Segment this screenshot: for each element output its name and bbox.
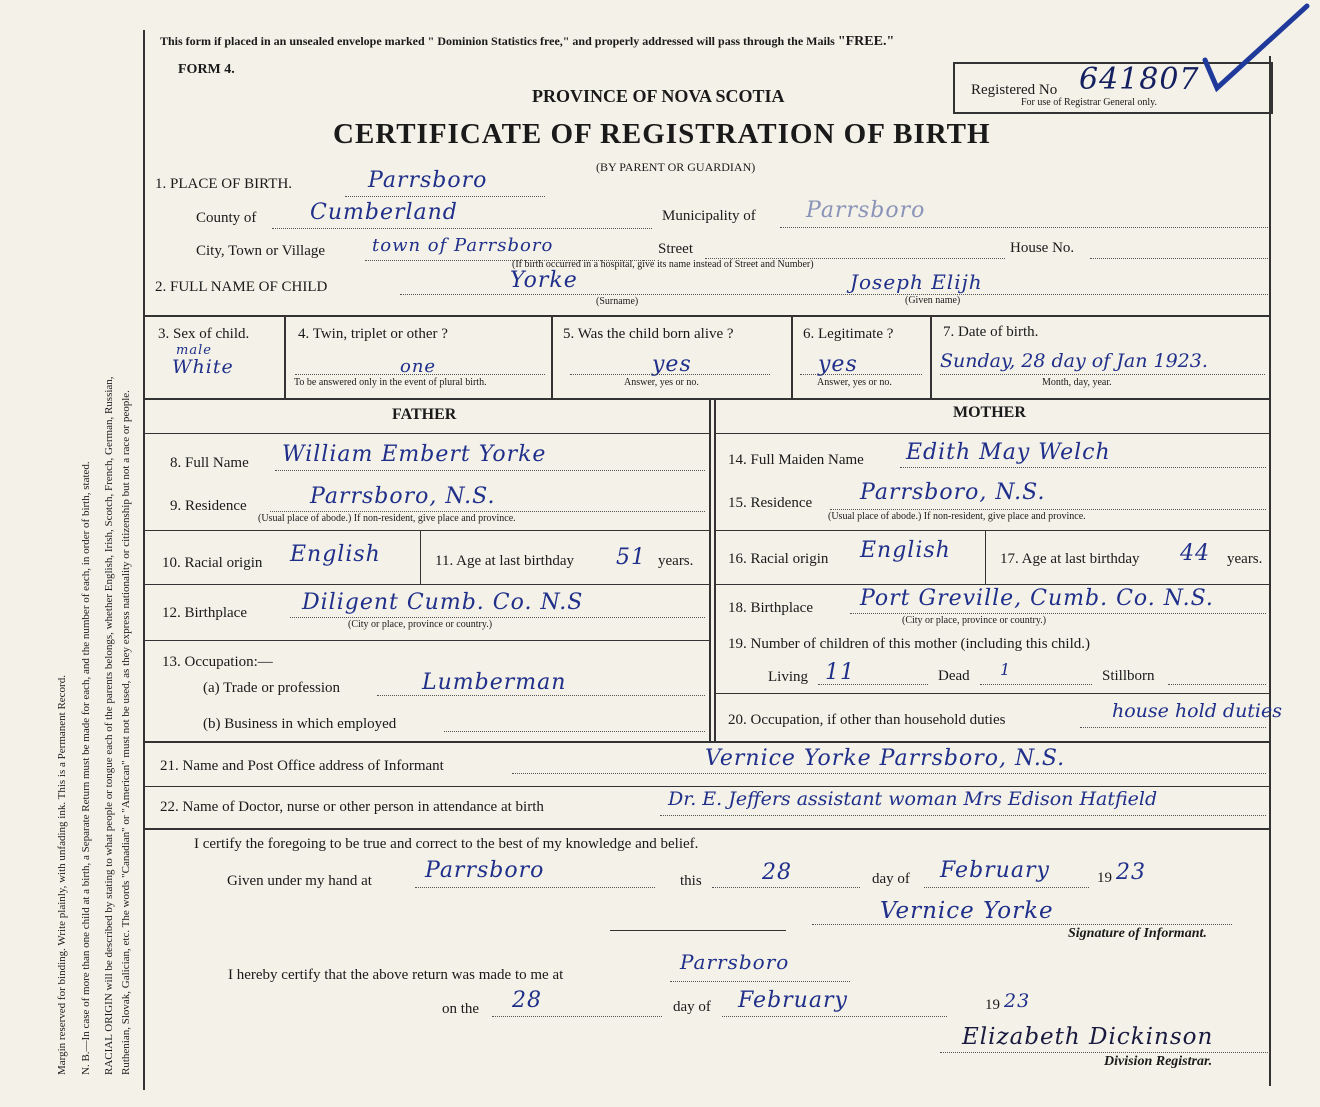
doctor-value: Dr. E. Jeffers assistant woman Mrs Edison Hatfield [668, 788, 1158, 810]
county-value: Cumberland [310, 200, 458, 225]
left-border [143, 30, 145, 1090]
registrar-year: 23 [1004, 990, 1031, 1012]
place-value: Parrsboro [368, 168, 488, 193]
registrar-day: 28 [512, 988, 542, 1013]
mother-occ: house hold duties [1112, 700, 1283, 722]
twin-label: 4. Twin, triplet or other ? [298, 326, 448, 342]
sex-label: 3. Sex of child. [158, 326, 250, 342]
street-label: Street [658, 241, 693, 257]
father-bp: Diligent Cumb. Co. N.S [302, 590, 584, 615]
father-res: Parrsboro, N.S. [310, 484, 496, 509]
given-place: Parrsboro [425, 858, 545, 883]
stillborn-label: Stillborn [1102, 668, 1155, 684]
mother-name: Edith May Welch [906, 440, 1111, 465]
living-label: Living [768, 669, 808, 685]
mother-years: years. [1227, 551, 1263, 567]
province-heading: PROVINCE OF NOVA SCOTIA [532, 86, 785, 106]
dob-label: 7. Date of birth. [943, 324, 1039, 340]
legit-value: yes [818, 352, 858, 377]
registrar-signature: Elizabeth Dickinson [962, 1024, 1214, 1050]
mother-res-label: 15. Residence [728, 495, 813, 511]
mother-res-note: (Usual place of abode.) If non-resident, give place and province. [828, 511, 1086, 522]
form-number: FORM 4. [178, 62, 235, 77]
given-under-label: Given under my hand at [227, 873, 372, 889]
mother-name-label: 14. Full Maiden Name [728, 452, 864, 468]
mother-bp: Port Greville, Cumb. Co. N.S. [860, 586, 1214, 611]
registrar-year-prefix: 19 [985, 997, 1000, 1013]
mother-heading: MOTHER [953, 404, 1026, 421]
mother-bp-label: 18. Birthplace [728, 600, 813, 616]
margin-note-1: Margin reserved for binding. Write plainly, with unfading ink. This is a Permanent Record. [56, 675, 68, 1075]
cert-year-prefix: 19 [1097, 870, 1112, 886]
registrar-dayof-label: day of [673, 999, 711, 1015]
mother-race: English [860, 538, 951, 563]
father-res-label: 9. Residence [170, 498, 247, 514]
father-years: years. [658, 553, 694, 569]
margin-note-4: Ruthenian, Slovak, Galician, etc. The words "Canadian" or "American" must not be used, as they express nationality or citizenship but not a race or people. [120, 390, 132, 1075]
dead-value: 1 [1000, 660, 1012, 679]
city-value: town of Parrsboro [372, 235, 554, 256]
cert-day: 28 [762, 860, 792, 885]
child-surname: Yorke [510, 268, 578, 293]
living-value: 11 [825, 660, 855, 685]
place-label: 1. PLACE OF BIRTH. [155, 176, 293, 192]
informant-label: 21. Name and Post Office address of Informant [160, 758, 444, 774]
surname-note: (Surname) [596, 296, 639, 307]
city-label: City, Town or Village [196, 243, 326, 259]
trade-label: (a) Trade or profession [203, 680, 341, 696]
mother-age-label: 17. Age at last birthday [1000, 551, 1140, 567]
informant-value: Vernice Yorke Parrsboro, N.S. [705, 746, 1066, 771]
mother-race-label: 16. Racial origin [728, 551, 829, 567]
father-age: 51 [616, 545, 646, 570]
this-label: this [680, 873, 702, 889]
father-bp-label: 12. Birthplace [162, 605, 247, 621]
check-mark-icon [1195, 0, 1315, 95]
children-label: 19. Number of children of this mother (including this child.) [728, 636, 1091, 652]
hospital-note: (If birth occurred in a hospital, give its name instead of Street and Number) [512, 259, 814, 270]
mail-free: "FREE." [837, 34, 895, 49]
twin-value: one [400, 356, 437, 377]
registered-number: 641807 [1079, 62, 1200, 97]
alive-value: yes [652, 352, 692, 377]
county-label: County of [196, 210, 257, 226]
father-race: English [290, 542, 381, 567]
child-name-label: 2. FULL NAME OF CHILD [155, 279, 328, 295]
registrar-month: February [738, 988, 848, 1013]
signature-informant-label: Signature of Informant. [1068, 926, 1207, 941]
mother-res: Parrsboro, N.S. [860, 480, 1046, 505]
registered-label: Registered No [971, 82, 1058, 98]
house-label: House No. [1010, 240, 1075, 256]
municipality-label: Municipality of [662, 208, 756, 224]
mother-age: 44 [1180, 541, 1210, 566]
father-occ-label: 13. Occupation:— [162, 654, 273, 670]
father-name-label: 8. Full Name [170, 455, 249, 471]
page-subtitle: (BY PARENT OR GUARDIAN) [596, 160, 756, 174]
trade-value: Lumberman [422, 670, 567, 695]
mail-note-text: This form if placed in an unsealed envelope marked " Dominion Statistics free," and properly addressed will pass through the Mails [160, 34, 835, 48]
given-note: (Given name) [905, 295, 961, 306]
race-note-value: White [172, 356, 234, 378]
cert-dayof-label: day of [872, 871, 910, 887]
doctor-label: 22. Name of Doctor, nurse or other person in attendance at birth [160, 799, 544, 815]
father-age-label: 11. Age at last birthday [435, 553, 574, 569]
certify-text: I certify the foregoing to be true and correct to the best of my knowledge and belief. [194, 836, 699, 852]
mail-note [160, 34, 894, 50]
cert-year: 23 [1116, 860, 1146, 885]
registrar-text: I hereby certify that the above return was made to me at [228, 967, 564, 983]
father-name: William Embert Yorke [282, 442, 547, 467]
legit-note: Answer, yes or no. [817, 377, 892, 388]
sex-value: male [176, 343, 212, 358]
separator-line [610, 930, 786, 931]
municipality-value: Parrsboro [806, 198, 926, 223]
dead-label: Dead [938, 668, 970, 684]
on-the-label: on the [442, 1001, 480, 1017]
twin-note: To be answered only in the event of plural birth. [294, 377, 487, 388]
legit-label: 6. Legitimate ? [803, 326, 894, 342]
business-label: (b) Business in which employed [203, 716, 397, 732]
father-bp-note: (City or place, province or country.) [348, 619, 493, 630]
mother-bp-note: (City or place, province or country.) [902, 615, 1047, 626]
dob-value: Sunday, 28 day of Jan 1923. [940, 350, 1208, 372]
alive-label: 5. Was the child born alive ? [563, 326, 734, 342]
father-heading: FATHER [392, 406, 457, 423]
informant-signature: Vernice Yorke [880, 898, 1054, 924]
child-given-name: Joseph Elijh [850, 270, 983, 294]
cert-month: February [940, 858, 1050, 883]
margin-note-2: N. B.—In case of more than one child at a birth, a Separate Return must be made for each, and the number of each, in order of birth, stated. [80, 461, 92, 1075]
division-registrar-label: Division Registrar. [1104, 1054, 1213, 1069]
alive-note: Answer, yes or no. [624, 377, 699, 388]
registrar-note: For use of Registrar General only. [1021, 97, 1157, 108]
registrar-place: Parrsboro [680, 950, 790, 974]
father-race-label: 10. Racial origin [162, 555, 263, 571]
margin-note-3: RACIAL ORIGIN will be described by stating to what people or tongue each of the parents belongs, whether English, Irish, Scotch, French, German, Russian, [103, 376, 115, 1075]
dob-note: Month, day, year. [1042, 377, 1112, 388]
mother-occ-label: 20. Occupation, if other than household duties [728, 712, 1006, 728]
father-res-note: (Usual place of abode.) If non-resident, give place and province. [258, 513, 516, 524]
page-title: CERTIFICATE OF REGISTRATION OF BIRTH [333, 118, 991, 150]
